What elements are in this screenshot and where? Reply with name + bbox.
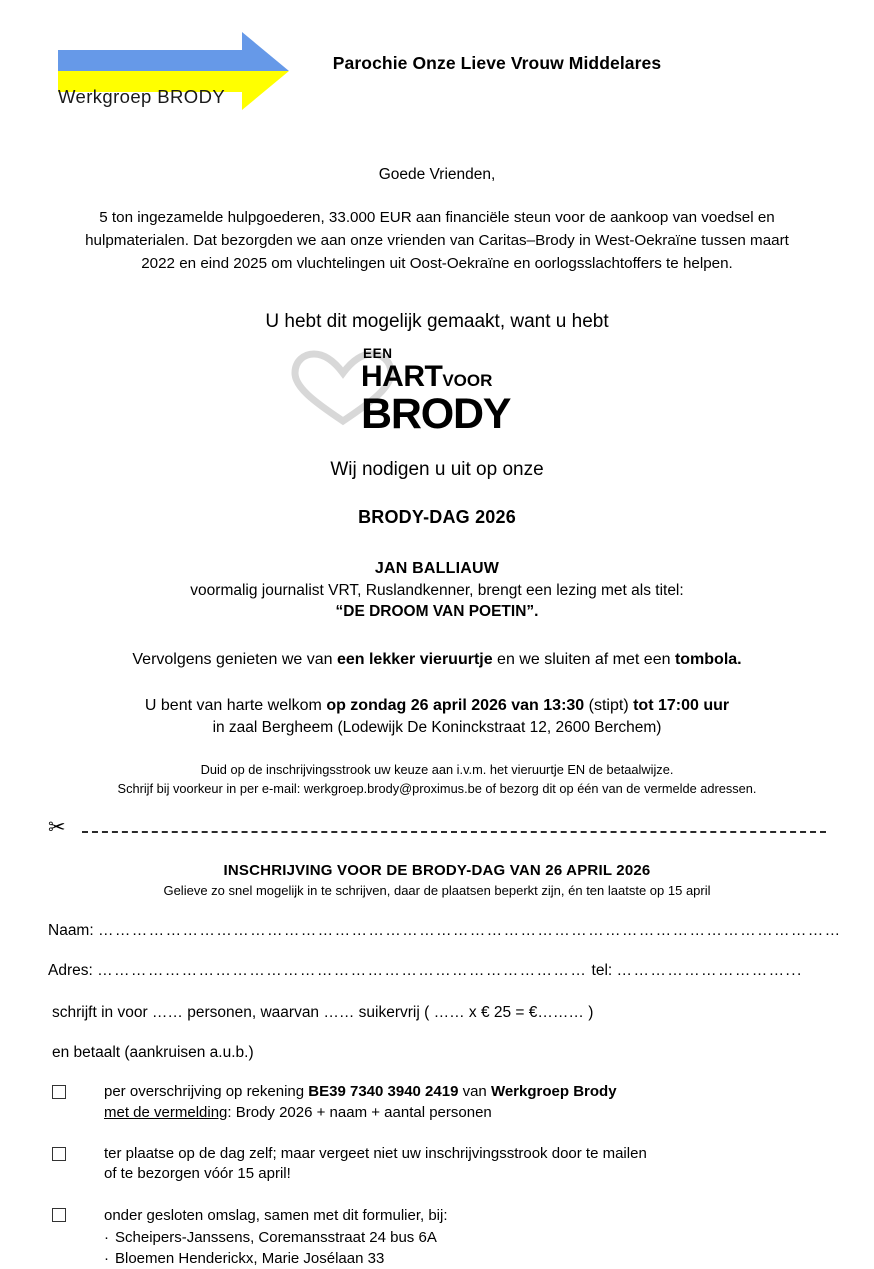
bullet-icon: ·: [104, 1249, 109, 1267]
signup-count-line[interactable]: schrijft in voor …… personen, waarvan …… suikervrij ( …… x € 25 = €……… ): [52, 1004, 594, 1022]
option-transfer-text-2: van: [458, 1083, 491, 1101]
tel-label: tel:: [591, 962, 613, 980]
account-holder-name: Werkgroep Brody: [490, 1083, 617, 1101]
reference-text: : Brody 2026 + naam + aantal personen: [227, 1104, 492, 1122]
naam-input-line[interactable]: ……………………………………………………………………………………………………………………: [97, 922, 842, 940]
payment-option-transfer[interactable]: [52, 1082, 874, 1123]
heart-logo-hart: HART: [361, 359, 443, 393]
option-onsite-subline: of te bezorgen vóór 15 april!: [104, 1165, 291, 1183]
checkbox-transfer[interactable]: [52, 1085, 66, 1099]
heart-logo-line-een: EEN: [363, 346, 393, 362]
speaker-description: voormalig journalist VRT, Ruslandkenner, brengt een lezing met als titel:: [190, 582, 684, 600]
cut-here-line: [0, 816, 874, 844]
dashed-divider: [82, 831, 826, 833]
document-header: [0, 0, 874, 130]
scissors-icon: ✂: [48, 816, 66, 840]
payment-option-envelope[interactable]: [52, 1205, 874, 1269]
checkbox-onsite[interactable]: [52, 1147, 66, 1161]
adres-input-line[interactable]: ……………………………………………………………………………: [97, 962, 588, 980]
dropoff-address-1: Scheipers-Janssens, Coremansstraat 24 bus 6A: [115, 1228, 437, 1246]
note-line-2: Schrijf bij voorkeur in per e-mail: werkgroep.brody@proximus.be of bezorg dit op één van de vermelde adressen.: [117, 780, 757, 796]
dropoff-address-2: Bloemen Henderickx, Marie Josélaan 33: [115, 1249, 385, 1267]
payment-instruction-line: en betaalt (aankruisen a.u.b.): [52, 1044, 254, 1062]
invite-line: Wij nodigen u uit op onze: [330, 459, 544, 481]
logo-label: Werkgroep BRODY: [58, 86, 226, 107]
list-item: [104, 1248, 874, 1269]
list-item: [104, 1227, 874, 1248]
heart-logo-line-brody: BRODY: [361, 389, 511, 438]
tombola-line: [0, 651, 874, 669]
note-line-1: Duid op de inschrijvingsstrook uw keuze aan i.v.m. het vieruurtje EN de betaalwijze.: [200, 762, 674, 778]
bullet-icon: ·: [104, 1228, 109, 1246]
naam-label: Naam:: [48, 922, 94, 940]
heart-logo-voor: VOOR: [442, 370, 493, 390]
welcome-bold-datetime: op zondag 26 april 2026 van 13:30: [326, 697, 585, 715]
option-onsite-text-1: ter plaatse op de dag zelf; maar vergeet niet uw inschrijvingsstrook door te mailen: [104, 1144, 647, 1162]
welcome-text-2: (stipt): [584, 697, 634, 715]
heart-logo-text: [361, 347, 510, 436]
welcome-bold-endtime: tot 17:00 uur: [633, 697, 730, 715]
tel-input-line[interactable]: …………………………...: [616, 962, 803, 980]
heart-logo-line-hart-voor: [361, 359, 510, 393]
event-title: BRODY-DAG 2026: [358, 507, 516, 528]
you-made-it-possible-line: U hebt dit mogelijk gemaakt, want u hebt: [265, 311, 609, 333]
option-transfer-subline: [104, 1103, 874, 1124]
iban-number: BE39 7340 3940 2419: [308, 1083, 459, 1101]
registration-form-subtitle: Gelieve zo snel mogelijk in te schrijven, daar de plaatsen beperkt zijn, én ten laatste op 15 april: [163, 883, 711, 899]
venue-line: in zaal Bergheem (Lodewijk De Koninckstraat 12, 2600 Berchem): [212, 719, 662, 737]
instruction-note: [0, 761, 874, 798]
intro-paragraph: 5 ton ingezamelde hulpgoederen, 33.000 EUR aan financiële steun voor de aankoop van voedsel en hulpmaterialen. Dat bezorgden we aan onze vrienden van Caritas–Brody in West-Oekraïne tussen maart 2022 en eind 2025 om vluchtelingen uit Oost-Oekraïne en oorlogsslachtoffers te helpen.: [85, 209, 789, 273]
een-hart-voor-brody-logo: [287, 346, 587, 438]
tombola-bold-vieruurtje: een lekker vieruurtje: [336, 651, 493, 669]
dropoff-address-list: [104, 1227, 874, 1269]
parish-title: Parochie Onze Lieve Vrouw Middelares: [332, 53, 662, 73]
registration-form-title: INSCHRIJVING VOOR DE BRODY-DAG VAN 26 APRIL 2026: [223, 862, 651, 880]
adres-label: Adres:: [48, 962, 93, 980]
checkbox-envelope[interactable]: [52, 1208, 66, 1222]
field-naam[interactable]: [48, 922, 842, 940]
talk-title: “DE DROOM VAN POETIN”.: [335, 603, 539, 621]
tombola-text-2: en we sluiten af met een: [492, 651, 675, 669]
reference-label: met de vermelding: [104, 1104, 228, 1122]
tombola-bold-tombola: tombola.: [674, 651, 742, 669]
field-adres[interactable]: [48, 962, 826, 980]
welcome-text-1: U bent van harte welkom: [144, 697, 327, 715]
speaker-name: JAN BALLIAUW: [374, 560, 500, 578]
welcome-line: [0, 697, 874, 715]
option-envelope-text-1: onder gesloten omslag, samen met dit formulier, bij:: [104, 1207, 448, 1225]
tombola-text-1: Vervolgens genieten we van: [132, 651, 337, 669]
greeting-line: Goede Vrienden,: [378, 166, 496, 183]
payment-option-onsite[interactable]: [52, 1144, 874, 1185]
option-transfer-text-1: per overschrijving op rekening: [104, 1083, 309, 1101]
